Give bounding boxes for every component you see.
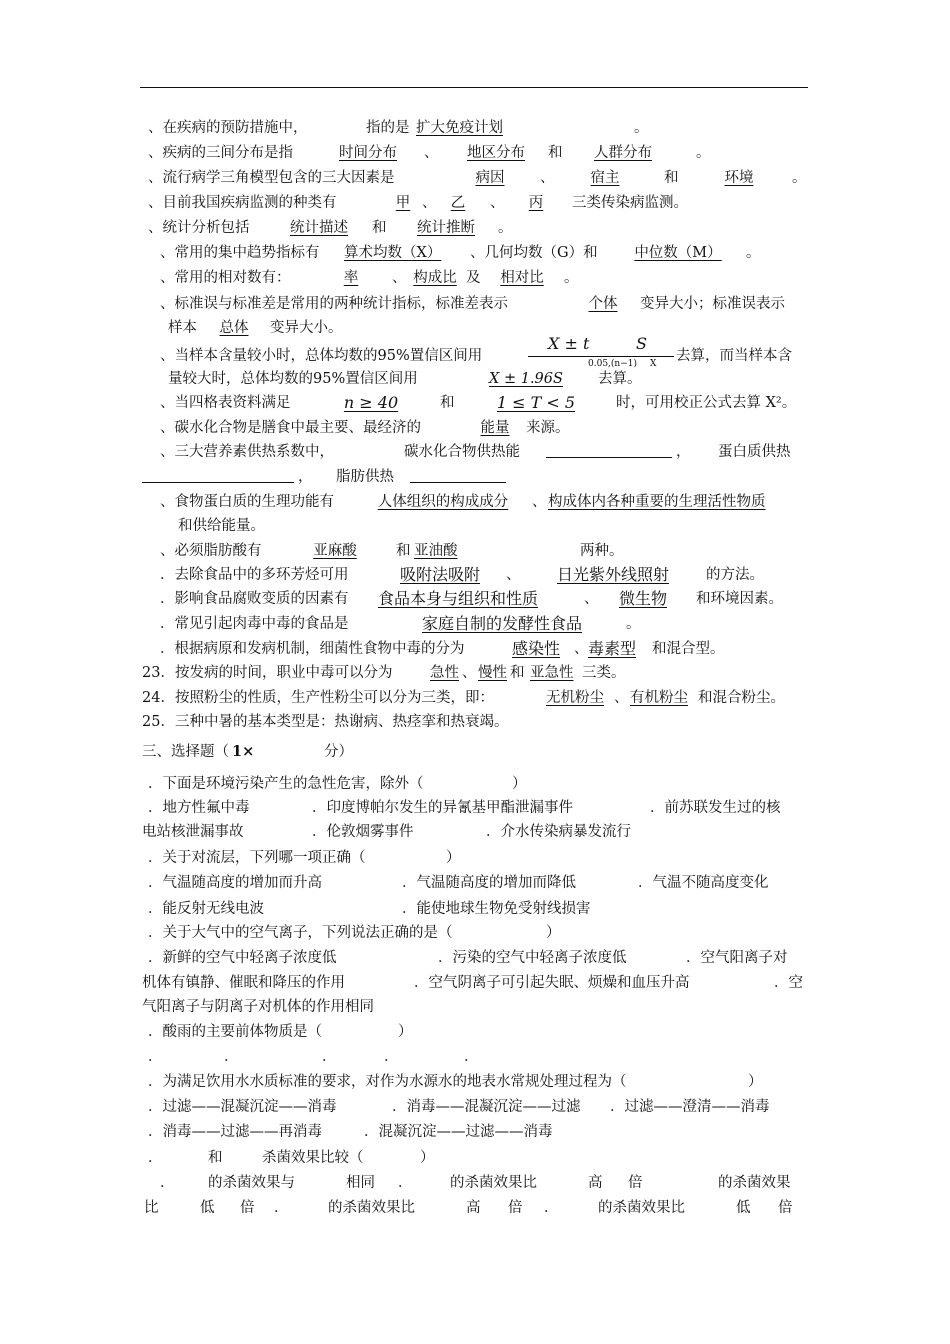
- option-text: 气阳离子与阴离子对机体的作用相同: [142, 999, 374, 1015]
- option-text: ．气温随高度的增加而升高: [148, 875, 322, 891]
- answer-blank: 乙: [450, 195, 466, 211]
- option-text: 机体有镇静、催眠和降压的作用: [142, 975, 345, 991]
- blank-line-21: [0, 612, 950, 636]
- blank-line-2: [0, 141, 950, 165]
- line-text: 和环境因素。: [696, 591, 783, 607]
- blank-line-3: [0, 166, 950, 190]
- option-text: ．气温不随高度变化: [638, 875, 769, 891]
- line-text: 和混合型。: [652, 641, 725, 657]
- sep: 、: [506, 567, 521, 583]
- option-text: 的杀菌效果比: [450, 1175, 537, 1191]
- choice-line-11: [0, 1020, 950, 1044]
- answer-blank: 亚急性: [530, 665, 574, 681]
- sep: 和: [664, 170, 679, 186]
- line-end: 。: [564, 270, 579, 286]
- option-text: 比: [144, 1200, 159, 1216]
- paren: ）: [398, 1024, 413, 1040]
- answer-blank: X ± 1.96S: [489, 371, 563, 387]
- question-text: 和: [208, 1150, 223, 1166]
- formula-s: S: [636, 334, 647, 353]
- line-text: 、疾病的三间分布是指: [148, 145, 293, 161]
- choice-line-3: [0, 820, 950, 844]
- paren: ）: [446, 850, 461, 866]
- choice-line-5: [0, 871, 950, 895]
- blank-line-24: [0, 686, 950, 710]
- answer-blank: 食品本身与组织和性质: [378, 589, 539, 608]
- choice-line-12: [0, 1045, 950, 1069]
- choice-line-10: [0, 995, 950, 1019]
- option-text: 倍: [778, 1200, 793, 1216]
- answer-blank: 能量: [480, 420, 510, 436]
- question-text: ．关于对流层，下列哪一项正确（: [148, 850, 366, 866]
- answer-blank: 1 ≤ T < 5: [496, 393, 576, 412]
- line-text: 三类。: [582, 665, 626, 681]
- blank-line-14: [0, 440, 950, 464]
- answer-blank: n ≥ 40: [343, 393, 399, 412]
- answer-blank: 相对比: [500, 270, 544, 286]
- option-text: 低: [736, 1200, 751, 1216]
- blank-line-17: [0, 514, 950, 538]
- sep: 、几何均数（G）和: [470, 245, 598, 261]
- answer-blank: 构成体内各种重要的生理活性物质: [548, 494, 766, 510]
- sep: 、: [490, 195, 505, 211]
- line-text: 、标准误与标准差是常用的两种统计指标，标准差表示: [160, 296, 508, 312]
- answer-blank: 病因: [475, 170, 505, 186]
- line-text: ．根据病原和发病机制，细菌性食物中毒的分为: [160, 641, 465, 657]
- question-text: ．关于大气中的空气离子，下列说法正确的是（: [148, 925, 453, 941]
- option-dot: ．: [148, 1049, 163, 1065]
- paren: ）: [546, 925, 561, 941]
- line-text: 、食物蛋白质的生理功能有: [160, 494, 334, 510]
- line-text: 变异大小。: [270, 320, 343, 336]
- line-text: ．常见引起肉毒中毒的食品是: [160, 616, 349, 632]
- option-text: ．前苏联发生过的核: [650, 800, 781, 816]
- line-end: 。: [696, 145, 711, 161]
- answer-blank: 家庭自制的发酵性食品: [421, 614, 582, 633]
- answer-blank: 环境: [724, 170, 754, 186]
- answer-blank: 时间分布: [339, 145, 397, 161]
- option-dot: ．: [464, 1049, 479, 1065]
- choice-line-4: [0, 846, 950, 870]
- line-text: 指的是: [366, 120, 410, 136]
- sep: 、: [462, 665, 477, 681]
- line-text: 、在疾病的预防措施中，: [148, 120, 308, 136]
- answer-blank: 感染性: [512, 639, 561, 658]
- sep: 和: [548, 145, 563, 161]
- choice-line-8: [0, 946, 950, 970]
- question-text: ．为满足饮用水水质标准的要求，对作为水源水的地表水常规处理过程为（: [148, 1074, 627, 1090]
- option-text: ．介水传染病暴发流行: [486, 824, 631, 840]
- empty-blank: [546, 457, 672, 458]
- answer-blank: 亚麻酸: [313, 543, 357, 559]
- option-text: ．过滤——混凝沉淀——消毒: [148, 1099, 337, 1115]
- sep: 和: [372, 220, 387, 236]
- question-text: ．酸雨的主要前体物质是（: [148, 1024, 322, 1040]
- choice-line-6: [0, 897, 950, 921]
- sep: 、: [574, 641, 589, 657]
- answer-blank: 扩大免疫计划: [416, 120, 503, 136]
- section-tail: 分）: [324, 744, 353, 760]
- empty-blank: [142, 482, 294, 483]
- option-text: ．消毒——混凝沉淀——过滤: [392, 1099, 581, 1115]
- line-end: 。: [746, 245, 761, 261]
- option-dot: ．: [224, 1049, 239, 1065]
- line-text: 量较大时，总体均数的95%置信区间用: [168, 371, 418, 387]
- sep: 及: [466, 270, 481, 286]
- option-dot: ．: [148, 1150, 163, 1166]
- option-text: ．过滤——澄清——消毒: [610, 1099, 770, 1115]
- option-text: 低: [200, 1200, 215, 1216]
- option-text: ．混凝沉淀——过滤——消毒: [364, 1124, 553, 1140]
- choice-line-18: [0, 1196, 950, 1220]
- option-dot: ．: [322, 1049, 337, 1065]
- section-3-header: [0, 740, 950, 764]
- choice-line-7: [0, 921, 950, 945]
- answer-blank: 个体: [588, 296, 618, 312]
- line-text: 去算。: [598, 371, 642, 387]
- blank-line-12: [0, 391, 950, 415]
- answer-blank: 地区分布: [467, 145, 525, 161]
- line-text: 、必须脂肪酸有: [160, 543, 262, 559]
- blank-line-25: [0, 710, 950, 734]
- sep: 和: [396, 543, 411, 559]
- sep: 、: [614, 690, 629, 706]
- line-end: 三类传染病监测。: [572, 195, 688, 211]
- line-text: 、常用的相对数有：: [160, 270, 291, 286]
- choice-line-14: [0, 1095, 950, 1119]
- line-text: 、三大营养素供热系数中，: [160, 444, 334, 460]
- line-end: 。: [626, 616, 641, 632]
- line-text: 的方法。: [706, 567, 764, 583]
- line-text: 脂肪供热: [336, 469, 394, 485]
- line-text: 24．按照粉尘的性质，生产性粉尘可以分为三类，即：: [142, 690, 494, 706]
- option-text: ．空: [774, 975, 803, 991]
- option-text: ．空气阴离子可引起失眠、烦燥和血压升高: [414, 975, 690, 991]
- sep: 、: [424, 145, 439, 161]
- option-text: 电站核泄漏事故: [142, 824, 244, 840]
- question-text: 杀菌效果比较（: [262, 1150, 364, 1166]
- answer-blank: 算术均数（X）: [344, 245, 442, 261]
- answer-blank: 统计描述: [290, 220, 348, 236]
- blank-line-20: [0, 587, 950, 611]
- line-text: 来源。: [526, 420, 570, 436]
- choice-line-15: [0, 1120, 950, 1144]
- answer-blank: 中位数（M）: [634, 245, 722, 261]
- option-dot: ．: [274, 1200, 289, 1216]
- answer-blank: 率: [343, 270, 359, 286]
- answer-blank: 无机粉尘: [546, 690, 604, 706]
- line-text: 去算，而当样本含: [676, 348, 792, 364]
- line-text: 、当样本含量较小时，总体均数的95%置信区间用: [160, 348, 483, 364]
- answer-blank: 宿主: [590, 170, 620, 186]
- option-text: ．能使地球生物免受射线损害: [402, 901, 591, 917]
- answer-blank: 总体: [219, 320, 249, 336]
- option-text: 倍: [628, 1175, 643, 1191]
- sep: 、: [422, 195, 437, 211]
- line-end: 。: [634, 120, 649, 136]
- sep: ，: [676, 444, 691, 460]
- line-text: 样本: [168, 320, 197, 336]
- answer-blank: 微生物: [618, 589, 667, 608]
- answer-blank: 构成比: [413, 270, 457, 286]
- blank-line-9: [0, 316, 950, 340]
- line-text: 和混合粉尘。: [698, 690, 785, 706]
- option-text: ．空气阳离子对: [686, 950, 788, 966]
- formula-subscript: 0.05,(n−1): [588, 359, 637, 369]
- blank-line-6: [0, 241, 950, 265]
- answer-blank: 日光紫外线照射: [556, 565, 669, 584]
- line-end: 。: [498, 220, 513, 236]
- empty-blank: [410, 482, 506, 483]
- answer-blank: 人体组织的构成成分: [377, 494, 509, 510]
- blank-line-10: [0, 334, 950, 369]
- header-rule: [140, 87, 808, 88]
- blank-line-1: [0, 116, 950, 140]
- option-text: 的杀菌效果比: [328, 1200, 415, 1216]
- question-text: ．下面是环境污染产生的急性危害，除外（: [148, 776, 424, 792]
- option-text: ．印度博帕尔发生的异氰基甲酯泄漏事件: [312, 800, 573, 816]
- option-text: ．能反射无线电波: [148, 901, 264, 917]
- line-text: ．影响食品腐败变质的因素有: [160, 591, 349, 607]
- choice-line-16: [0, 1146, 950, 1170]
- option-text: ．地方性氟中毒: [148, 800, 250, 816]
- section-score: 1×: [232, 743, 255, 760]
- blank-line-22: [0, 637, 950, 661]
- option-text: 的杀菌效果: [718, 1175, 791, 1191]
- blank-line-15: [0, 465, 950, 489]
- line-text: 蛋白质供热: [718, 444, 791, 460]
- line-text: 25．三种中暑的基本类型是：热谢病、热痉挛和热衰竭。: [142, 714, 509, 730]
- option-dot: ．: [160, 1175, 175, 1191]
- paren: ）: [512, 776, 527, 792]
- blank-line-23: [0, 661, 950, 685]
- line-text: 、当四格表资料满足: [160, 395, 291, 411]
- answer-blank: 有机粉尘: [630, 690, 688, 706]
- sep: 和: [440, 395, 455, 411]
- blank-line-11: [0, 367, 950, 391]
- blank-line-19: [0, 563, 950, 587]
- answer-blank: 丙: [528, 195, 544, 211]
- option-text: ．新鲜的空气中轻离子浓度低: [148, 950, 337, 966]
- line-text: 两种。: [580, 543, 624, 559]
- option-text: 的杀菌效果比: [598, 1200, 685, 1216]
- line-text: 碳水化合物供热能: [404, 444, 520, 460]
- paren: ）: [420, 1150, 435, 1166]
- answer-blank: 人群分布: [594, 145, 652, 161]
- option-dot: ．: [384, 1049, 399, 1065]
- answer-blank: 统计推断: [417, 220, 475, 236]
- choice-line-1: [0, 772, 950, 796]
- line-text: 、碳水化合物是膳食中最主要、最经济的: [160, 420, 421, 436]
- formula-x-sub: X: [650, 359, 657, 369]
- blank-line-4: [0, 191, 950, 215]
- line-text: 、目前我国疾病监测的种类有: [148, 195, 337, 211]
- answer-blank: 毒素型: [588, 639, 637, 658]
- answer-blank: 急性: [430, 665, 459, 681]
- formula-underline: [528, 356, 674, 357]
- choice-line-17: [0, 1171, 950, 1195]
- sep: 、: [584, 591, 599, 607]
- answer-blank: 亚油酸: [414, 543, 458, 559]
- formula-ci-small: X ± t: [548, 334, 590, 353]
- blank-line-13: [0, 416, 950, 440]
- option-text: 倍: [240, 1200, 255, 1216]
- blank-line-18: [0, 539, 950, 563]
- option-text: 相同: [346, 1175, 375, 1191]
- option-dot: ．: [544, 1200, 559, 1216]
- choice-line-2: [0, 796, 950, 820]
- line-end: 。: [792, 170, 807, 186]
- sep: 、: [392, 270, 407, 286]
- blank-line-7: [0, 266, 950, 290]
- line-text: 23．按发病的时间，职业中毒可以分为: [142, 665, 393, 681]
- line-text: ．去除食品中的多环芳烃可用: [160, 567, 349, 583]
- blank-line-5: [0, 216, 950, 240]
- option-dot: ．: [398, 1175, 413, 1191]
- option-text: ．伦敦烟雾事件: [312, 824, 414, 840]
- blank-line-16: [0, 490, 950, 514]
- answer-blank: 吸附法吸附: [399, 565, 480, 584]
- answer-blank: 甲: [395, 195, 411, 211]
- paren: ）: [748, 1074, 763, 1090]
- line-text: 、流行病学三角模型包含的三大因素是: [148, 170, 395, 186]
- option-text: 高: [466, 1200, 481, 1216]
- option-text: 倍: [508, 1200, 523, 1216]
- option-text: ．消毒——过滤——再消毒: [148, 1124, 322, 1140]
- section-title: 三、选择题（: [142, 744, 229, 760]
- option-text: ．污染的空气中轻离子浓度低: [438, 950, 627, 966]
- answer-blank: 慢性: [478, 665, 507, 681]
- line-text: 、统计分析包括: [148, 220, 250, 236]
- choice-line-9: [0, 971, 950, 995]
- option-text: ．气温随高度的增加而降低: [402, 875, 576, 891]
- line-text: 变异大小；标准误表示: [640, 296, 785, 312]
- sep: 、: [540, 170, 555, 186]
- line-text: 时，可用校正公式去算 X²。: [616, 395, 797, 411]
- choice-line-13: [0, 1070, 950, 1094]
- line-text: 、常用的集中趋势指标有: [160, 245, 320, 261]
- sep: 、: [532, 494, 547, 510]
- option-text: 高: [588, 1175, 603, 1191]
- option-text: 的杀菌效果与: [208, 1175, 295, 1191]
- line-text: 和供给能量。: [178, 518, 265, 534]
- sep: ，: [298, 469, 313, 485]
- sep: 和: [510, 665, 525, 681]
- blank-line-8: [0, 292, 950, 316]
